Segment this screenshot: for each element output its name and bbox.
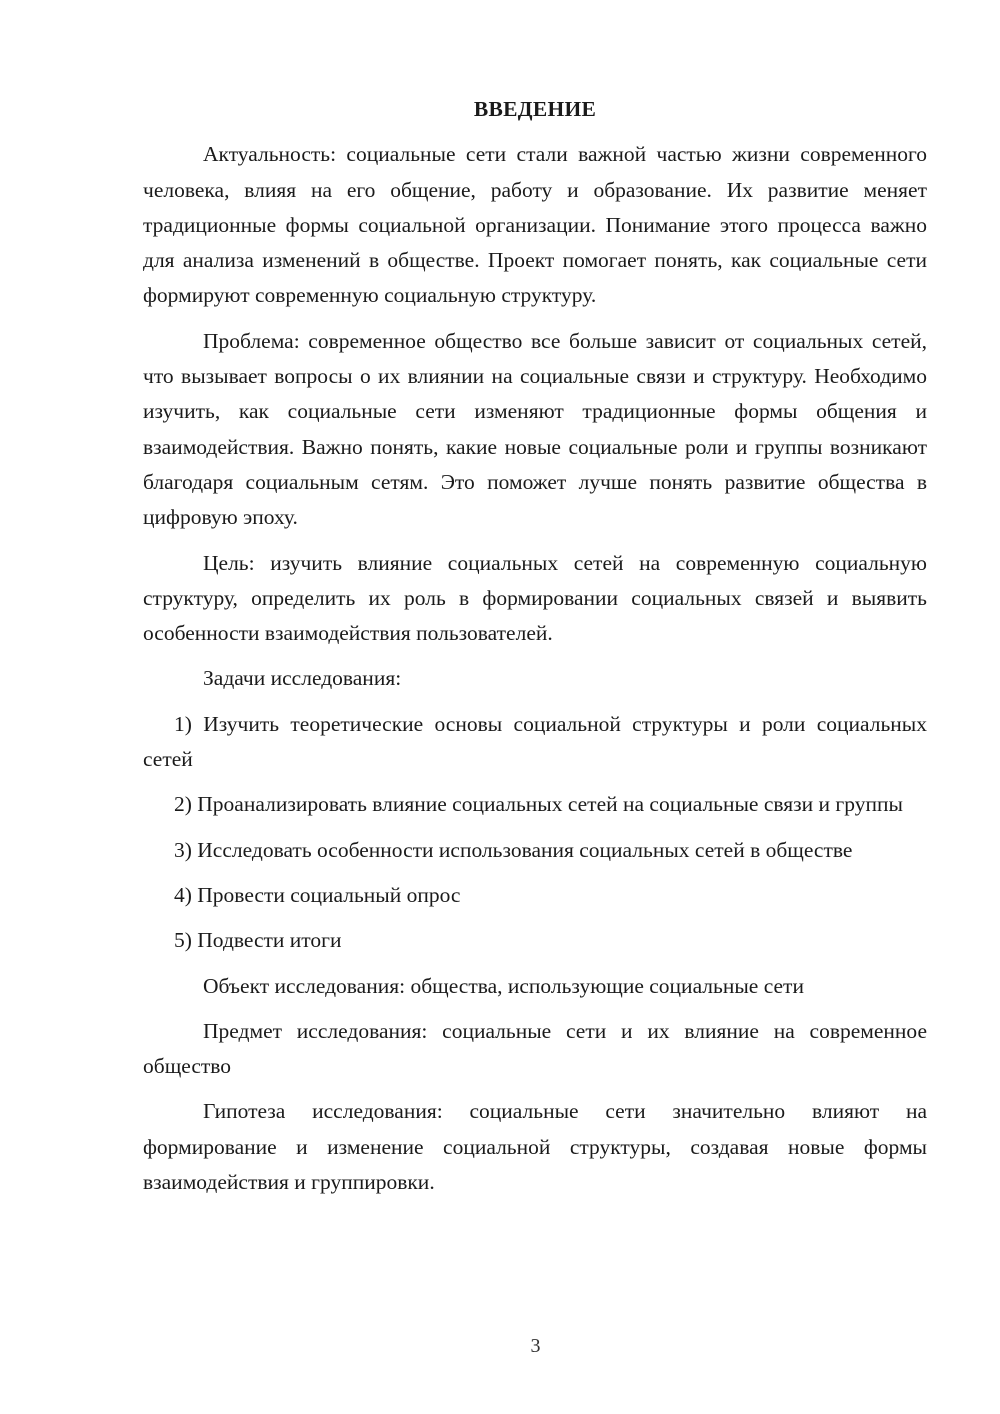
task-item: 1) Изучить теоретические основы социальной структуры и роли социальных сетей	[143, 711, 927, 772]
problem-paragraph: Проблема: современное общество все больше зависит от социальных сетей, что вызывает вопросы о их влиянии на социальные связи и структуру. Необходимо изучить, как социальные сети изменяют традиционные формы общения и взаимодействия. Важно понять, какие новые социальные роли и группы возникают благодаря социальным сетям. Это поможет лучше понять развитие общества в цифровую эпоху.	[143, 328, 927, 530]
task-item: 3) Исследовать особенности использования социальных сетей в обществе	[174, 837, 853, 862]
page-title: ВВЕДЕНИЕ	[473, 97, 597, 121]
hypothesis-paragraph: Гипотеза исследования: социальные сети значительно влияют на формирование и изменение социальной структуры, создавая новые формы взаимодействия и группировки.	[143, 1099, 927, 1195]
object-paragraph: Объект исследования: общества, использующие социальные сети	[203, 973, 804, 998]
task-item: 4) Провести социальный опрос	[174, 882, 461, 907]
tasks-heading: Задачи исследования:	[203, 666, 402, 691]
task-item: 5) Подвести итоги	[174, 928, 342, 953]
subject-paragraph: Предмет исследования: социальные сети и их влияние на современное общество	[143, 1018, 927, 1079]
goal-paragraph: Цель: изучить влияние социальных сетей на современную социальную структуру, определить их роль в формировании социальных связей и выявить особенности взаимодействия пользователей.	[143, 550, 927, 646]
page-number: 3	[530, 1335, 541, 1357]
document-page	[143, 92, 927, 1210]
relevance-paragraph: Актуальность: социальные сети стали важной частью жизни современного человека, влияя на его общение, работу и образование. Их развитие меняет традиционные формы социальной организации. Понимание этого процесса важно для анализа изменений в обществе. Проект помогает понять, как социальные сети формируют современную социальную структуру.	[143, 142, 927, 308]
task-item: 2) Проанализировать влияние социальных сетей на социальные связи и группы	[174, 792, 903, 817]
